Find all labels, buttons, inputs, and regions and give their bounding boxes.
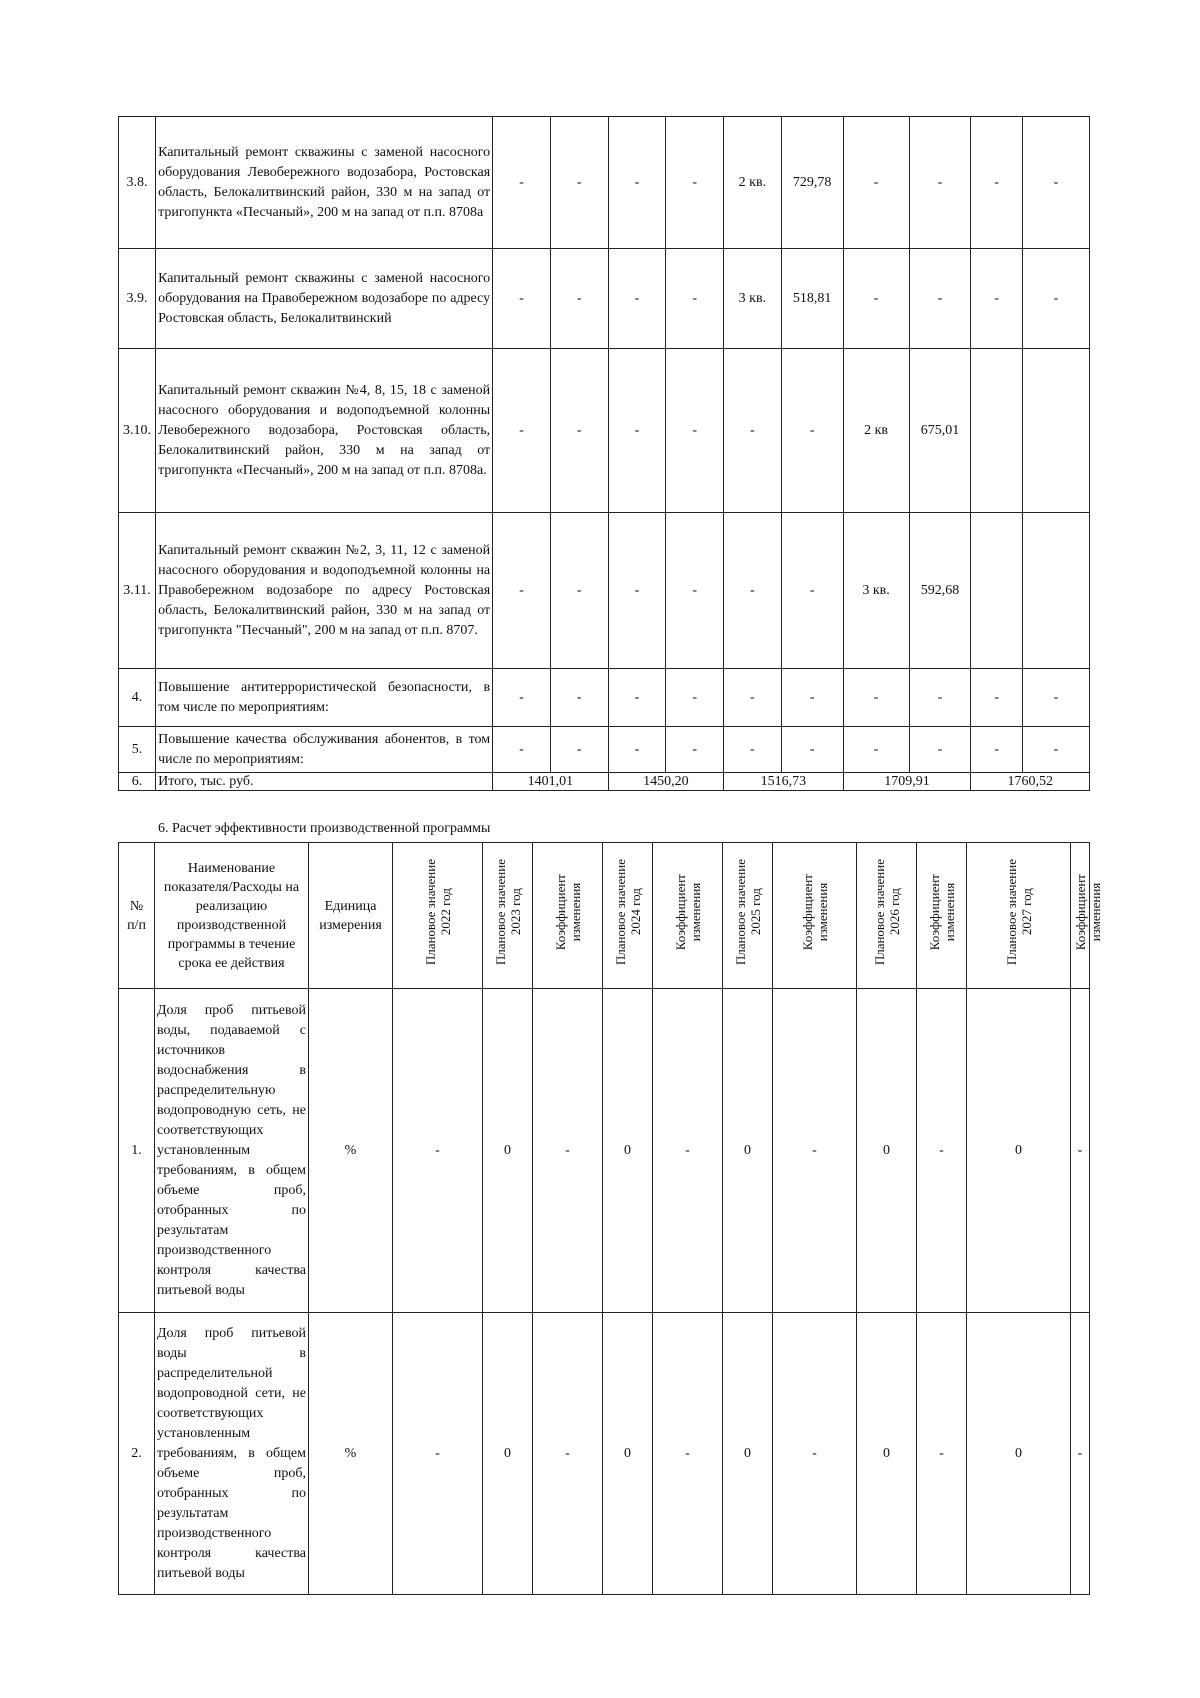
section-caption: 6. Расчет эффективности производственной программы — [158, 821, 491, 836]
total-value: 1760,52 — [971, 773, 1090, 791]
table-cell: - — [666, 513, 724, 669]
row-description: Повышение качества обслуживания абонентов, в том числе по мероприятиям: — [156, 727, 493, 773]
table-cell: - — [917, 989, 967, 1313]
table-cell: - — [843, 249, 909, 349]
table-cell: - — [909, 117, 971, 249]
table-cell: - — [724, 669, 782, 727]
table-cell: - — [653, 1313, 723, 1595]
table-cell: - — [781, 513, 843, 669]
measures-table — [118, 116, 1090, 791]
row-description: Капитальный ремонт скважины с заменой насосного оборудования Левобережного водозабора, Ростовская область, Белокалитвинский район, 330 м на запад от тригопункта «Песчаный», 200 м на запад от п.п. 8708а — [156, 117, 493, 249]
table-cell: - — [550, 349, 608, 513]
table-cell: - — [843, 117, 909, 249]
row-unit: % — [309, 989, 393, 1313]
header-col: Коэффициент изменения — [653, 843, 723, 989]
table-cell: - — [533, 1313, 603, 1595]
table-cell — [971, 349, 1023, 513]
efficiency-table — [118, 842, 1103, 1595]
table-cell: - — [917, 1313, 967, 1595]
row-number: 3.9. — [119, 249, 156, 349]
table-cell: - — [909, 727, 971, 773]
table-row — [119, 1313, 1090, 1595]
table-cell: - — [608, 349, 666, 513]
table-cell: 0 — [603, 989, 653, 1313]
table-cell: - — [550, 117, 608, 249]
table-cell: 0 — [857, 1313, 917, 1595]
table-cell: - — [608, 513, 666, 669]
row-number: 5. — [119, 727, 156, 773]
table-cell: - — [1022, 727, 1089, 773]
table-row — [119, 513, 1090, 669]
table-cell: 0 — [483, 1313, 533, 1595]
total-value: 1709,91 — [843, 773, 971, 791]
table-cell: - — [666, 349, 724, 513]
total-row — [119, 773, 1090, 791]
row-number: 3.10. — [119, 349, 156, 513]
table-cell: - — [843, 669, 909, 727]
table-cell: - — [493, 249, 551, 349]
table-cell: - — [666, 117, 724, 249]
table-cell — [1022, 349, 1089, 513]
header-col: Плановое значение 2025 год — [723, 843, 773, 989]
header-indicator-name: Наименование показателя/Расходы на реализацию производственной программы в течение срока ее действия — [155, 843, 309, 989]
table-cell: - — [550, 249, 608, 349]
row-description: Доля проб питьевой воды в распределительной водопроводной сети, не соответствующих установленным требованиям, в общем объеме проб, отобранных по результатам производственного контроля качества питьевой воды — [155, 1313, 309, 1595]
table-cell: - — [666, 249, 724, 349]
table-cell: - — [493, 727, 551, 773]
row-number: 2. — [119, 1313, 155, 1595]
row-number: 4. — [119, 669, 156, 727]
table-row — [119, 249, 1090, 349]
header-col: Коэффициент изменения — [533, 843, 603, 989]
table-cell: - — [971, 249, 1023, 349]
table-cell — [971, 513, 1023, 669]
table-cell: - — [1022, 117, 1089, 249]
row-number: 6. — [119, 773, 156, 791]
header-col: Коэффициент изменения — [917, 843, 967, 989]
table-cell: - — [773, 989, 857, 1313]
total-value: 1516,73 — [724, 773, 844, 791]
table-cell: - — [608, 669, 666, 727]
table-cell: - — [533, 989, 603, 1313]
row-number: 3.11. — [119, 513, 156, 669]
table-cell: - — [550, 513, 608, 669]
header-unit: Единица измерения — [309, 843, 393, 989]
table-row — [119, 989, 1090, 1313]
header-col: Коэффициент изменения — [773, 843, 857, 989]
table-cell: - — [1022, 669, 1089, 727]
row-description: Повышение антитеррористической безопасности, в том числе по мероприятиям: — [156, 669, 493, 727]
table-cell: - — [971, 669, 1023, 727]
total-label: Итого, тыс. руб. — [156, 773, 493, 791]
header-row — [119, 843, 1090, 989]
total-value: 1450,20 — [608, 773, 723, 791]
table-cell: - — [653, 989, 723, 1313]
table-cell: 2 кв. — [724, 117, 782, 249]
row-description: Капитальный ремонт скважины с заменой насосного оборудования на Правобережном водозаборе по адресу Ростовская область, Белокалитвинский — [156, 249, 493, 349]
row-description: Капитальный ремонт скважин №4, 8, 15, 18 с заменой насосного оборудования и водоподъемной колонны Левобережного водозабора, Ростовская область, Белокалитвинский район, 330 м на запад от тригопункта «Песчаный», 200 м на запад от п.п. 8708а. — [156, 349, 493, 513]
table-cell: - — [1071, 1313, 1090, 1595]
table-cell: - — [909, 249, 971, 349]
table-cell: 3 кв. — [724, 249, 782, 349]
table-cell: - — [608, 727, 666, 773]
header-col: Плановое значение 2023 год — [483, 843, 533, 989]
table-cell: - — [724, 349, 782, 513]
row-number: 3.8. — [119, 117, 156, 249]
table-cell: - — [666, 727, 724, 773]
table-cell: 0 — [603, 1313, 653, 1595]
row-description: Капитальный ремонт скважин №2, 3, 11, 12 с заменой насосного оборудования и водоподъемной колонны на Правобережном водозаборе по адресу Ростовская область, Белокалитвинский район, 330 м на запад от тригопункта "Песчаный", 200 м на запад от п.п. 8707. — [156, 513, 493, 669]
header-num: № п/п — [119, 843, 155, 989]
row-unit: % — [309, 1313, 393, 1595]
table-cell: - — [550, 669, 608, 727]
table-cell: - — [781, 727, 843, 773]
table-cell: - — [550, 727, 608, 773]
total-value: 1401,01 — [493, 773, 608, 791]
table-cell: - — [773, 1313, 857, 1595]
table-cell: - — [843, 727, 909, 773]
table-row — [119, 117, 1090, 249]
table-cell: - — [781, 349, 843, 513]
table-cell: - — [724, 513, 782, 669]
table-cell: 0 — [723, 1313, 773, 1595]
table-cell: - — [493, 349, 551, 513]
row-description: Доля проб питьевой воды, подаваемой с источников водоснабжения в распределительную водопроводную сеть, не соответствующих установленным требованиям, в общем объеме проб, отобранных по результатам производственного контроля качества питьевой воды — [155, 989, 309, 1313]
table-cell: 2 кв — [843, 349, 909, 513]
table-cell: - — [393, 1313, 483, 1595]
table-cell: 0 — [723, 989, 773, 1313]
table-cell: 592,68 — [909, 513, 971, 669]
table-row — [119, 669, 1090, 727]
table-cell: 0 — [967, 1313, 1071, 1595]
table-cell: 518,81 — [781, 249, 843, 349]
table-cell: - — [608, 117, 666, 249]
table-cell: - — [724, 727, 782, 773]
table-cell: 675,01 — [909, 349, 971, 513]
table-cell: 729,78 — [781, 117, 843, 249]
table-cell: - — [608, 249, 666, 349]
header-col: Плановое значение 2022 год — [393, 843, 483, 989]
table-cell: - — [971, 117, 1023, 249]
header-col: Плановое значение 2024 год — [603, 843, 653, 989]
table-cell: - — [909, 669, 971, 727]
table-cell: 0 — [483, 989, 533, 1313]
table-row — [119, 349, 1090, 513]
header-col: Коэффициент изменения — [1071, 843, 1090, 989]
table-row — [119, 727, 1090, 773]
table-cell: 0 — [967, 989, 1071, 1313]
table-cell: - — [781, 669, 843, 727]
table-cell: - — [666, 669, 724, 727]
table-cell: - — [971, 727, 1023, 773]
header-col: Плановое значение 2026 год — [857, 843, 917, 989]
table-cell: 0 — [857, 989, 917, 1313]
row-number: 1. — [119, 989, 155, 1313]
table-cell: 3 кв. — [843, 513, 909, 669]
table-cell — [1022, 513, 1089, 669]
table-cell: - — [1022, 249, 1089, 349]
table-cell: - — [493, 669, 551, 727]
table-cell: - — [493, 513, 551, 669]
table-cell: - — [393, 989, 483, 1313]
header-col: Плановое значение 2027 год — [967, 843, 1071, 989]
table-cell: - — [1071, 989, 1090, 1313]
table-cell: - — [493, 117, 551, 249]
